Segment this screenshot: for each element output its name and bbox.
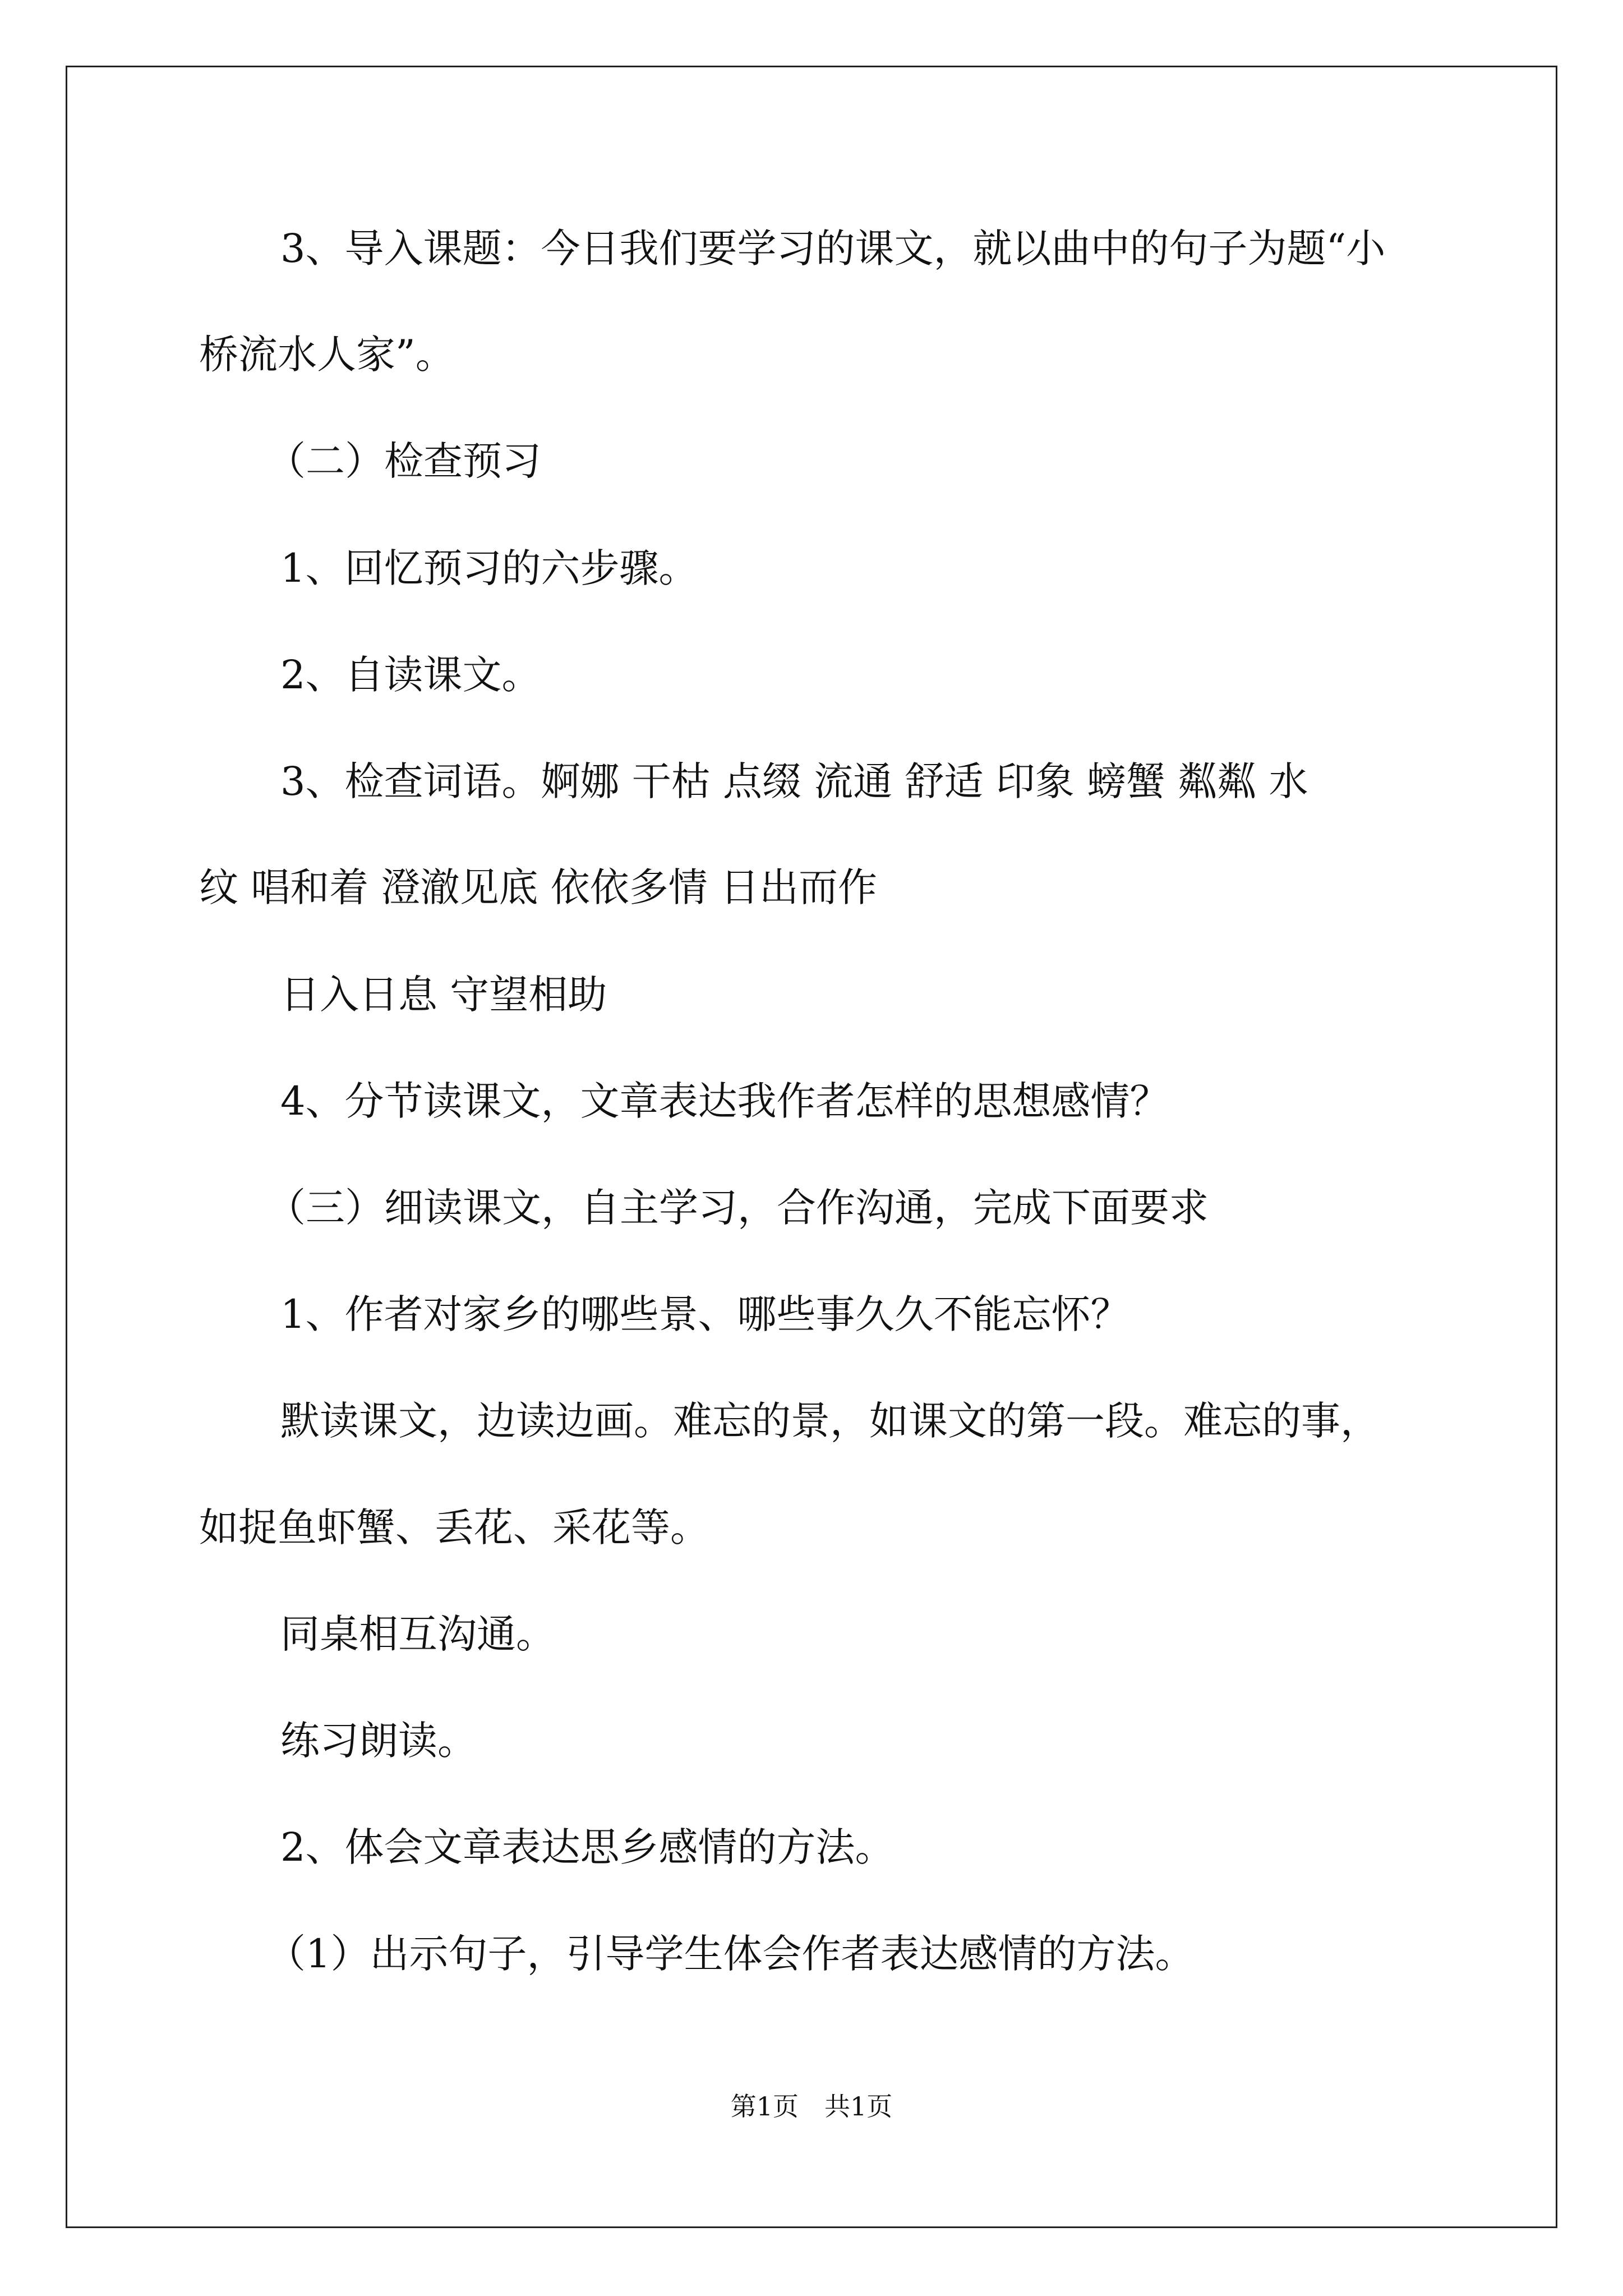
- section-heading: （三）细读课文，自主学习，合作沟通，完成下面要求: [266, 1185, 1209, 1231]
- paragraph: 如捉鱼虾蟹、丢花、采花等。: [199, 1504, 709, 1550]
- paragraph: 1、回忆预习的六步骤。: [280, 545, 698, 591]
- section-heading: （二）检查预习: [266, 438, 541, 484]
- paragraph: 3、导入课题：今日我们要学习的课文，就以曲中的句子为题“小: [280, 226, 1386, 272]
- paragraph: 1、作者对家乡的哪些景、哪些事久久不能忘怀？: [280, 1291, 1130, 1337]
- paragraph: 练习朗读。: [280, 1718, 477, 1764]
- paragraph: 默读课文，边读边画。难忘的景，如课文的第一段。难忘的事，: [280, 1398, 1380, 1444]
- paragraph: 桥流水人家”。: [199, 332, 455, 378]
- paragraph: 纹 唱和着 澄澈见底 依依多情 日出而作: [199, 864, 878, 910]
- paragraph: 同桌相互沟通。: [280, 1611, 555, 1657]
- paragraph: 4、分节读课文，文章表达我作者怎样的思想感情？: [280, 1078, 1169, 1124]
- paragraph: 3、检查词语。婀娜 干枯 点缀 流通 舒适 印象 螃蟹 粼粼 水: [280, 758, 1308, 804]
- paragraph: 2、自读课文。: [280, 652, 541, 698]
- page-footer: 第1页 共1页: [730, 2091, 893, 2122]
- paragraph: 2、体会文章表达思乡感情的方法。: [280, 1824, 895, 1870]
- page-border: [66, 66, 1557, 2228]
- paragraph: （1）出示句子，引导学生体会作者表达感情的方法。: [266, 1931, 1195, 1977]
- paragraph: 日入日息 守望相助: [280, 972, 607, 1018]
